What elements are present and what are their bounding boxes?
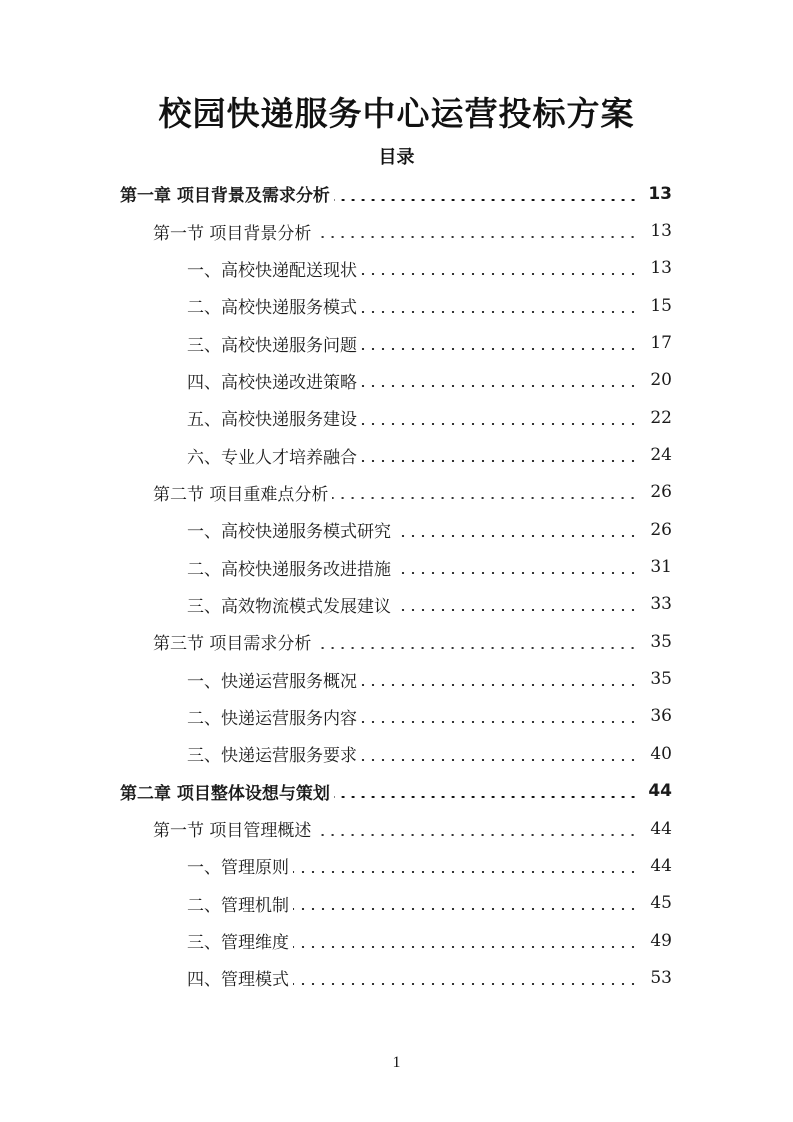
toc-entry-title: 三、管理维度 [187, 933, 289, 954]
toc-entry-page: 26 [650, 519, 672, 540]
toc-heading: 目录 [378, 147, 415, 168]
toc-dot-leader [361, 385, 638, 387]
toc-entry-title: 一、快递运营服务概况 [187, 671, 357, 692]
toc-entry-title: 四、管理模式 [187, 970, 289, 991]
toc-entry-page: 22 [650, 407, 672, 428]
toc-entry-title: 第一节 项目背景分析 [153, 223, 312, 244]
toc-entry[interactable] [0, 474, 793, 511]
toc-entry[interactable] [0, 623, 793, 660]
toc-entry-title: 第三节 项目需求分析 [153, 634, 312, 655]
toc-entry[interactable] [0, 959, 793, 996]
toc-entry[interactable] [0, 362, 793, 399]
toc-entry-page: 15 [650, 295, 672, 316]
toc-entry[interactable] [0, 847, 793, 884]
toc-entry-title: 第二章 项目整体设想与策划 [120, 783, 330, 804]
toc-entry-title: 一、高校快递配送现状 [187, 260, 357, 281]
toc-entry-title: 二、高校快递服务模式 [187, 298, 357, 319]
toc-entry-title: 一、高校快递服务模式研究 [187, 522, 391, 543]
toc-dot-leader [361, 311, 638, 313]
toc-entry-title: 一、管理原则 [187, 858, 289, 879]
toc-entry[interactable] [0, 773, 793, 810]
toc-dot-leader [361, 460, 638, 462]
toc-dot-leader [293, 983, 638, 985]
toc-dot-leader [315, 834, 638, 836]
toc-dot-leader [395, 572, 638, 574]
toc-entry-page: 53 [650, 967, 672, 988]
toc-entry-title: 六、专业人才培养融合 [187, 447, 357, 468]
toc-entry[interactable] [0, 287, 793, 324]
toc-dot-leader [361, 348, 638, 350]
toc-dot-leader [361, 684, 638, 686]
toc-dot-leader [334, 796, 638, 798]
toc-entry[interactable] [0, 511, 793, 548]
toc-entry-page: 17 [650, 333, 672, 354]
toc-entry[interactable] [0, 212, 793, 249]
toc-entry[interactable] [0, 436, 793, 473]
toc-entry-page: 36 [650, 706, 672, 727]
toc-entry[interactable] [0, 250, 793, 287]
toc-dot-leader [334, 199, 638, 201]
toc-entry-page: 13 [648, 183, 672, 204]
toc-entry[interactable] [0, 324, 793, 361]
toc-entry-title: 二、管理机制 [187, 895, 289, 916]
toc-dot-leader [395, 535, 638, 537]
toc-entry-title: 五、高校快递服务建设 [187, 410, 357, 431]
page-number: 1 [392, 1054, 401, 1071]
toc-entry-page: 45 [650, 893, 672, 914]
toc-dot-leader [361, 721, 638, 723]
toc-entry-page: 13 [650, 221, 672, 242]
toc-entry[interactable] [0, 586, 793, 623]
toc-entry-page: 33 [650, 594, 672, 615]
toc-entry-page: 44 [650, 855, 672, 876]
document-title: 校园快递服务中心运营投标方案 [158, 94, 635, 133]
toc-entry-title: 二、快递运营服务内容 [187, 708, 357, 729]
toc-entry-title: 四、高校快递改进策略 [187, 372, 357, 393]
toc-entry-page: 40 [650, 743, 672, 764]
toc-entry-page: 31 [650, 557, 672, 578]
toc-entry-title: 三、高效物流模式发展建议 [187, 596, 391, 617]
toc-entry-title: 三、高校快递服务问题 [187, 335, 357, 356]
toc-entry-title: 三、快递运营服务要求 [187, 746, 357, 767]
toc-entry[interactable] [0, 735, 793, 772]
toc-dot-leader [293, 871, 638, 873]
toc-entry-page: 44 [650, 818, 672, 839]
toc-entry[interactable] [0, 660, 793, 697]
toc-dot-leader [361, 273, 638, 275]
toc-dot-leader [315, 647, 638, 649]
toc-entry-page: 26 [650, 482, 672, 503]
toc-entry-title: 第二节 项目重难点分析 [153, 484, 329, 505]
toc-entry-title: 二、高校快递服务改进措施 [187, 559, 391, 580]
toc-entry-page: 24 [650, 445, 672, 466]
toc-dot-leader [293, 908, 638, 910]
toc-dot-leader [361, 423, 638, 425]
toc-entry[interactable] [0, 548, 793, 585]
toc-entry-title: 第一节 项目管理概述 [153, 821, 312, 842]
toc-entry-page: 44 [648, 781, 672, 802]
toc-entry[interactable] [0, 810, 793, 847]
toc-entry[interactable] [0, 922, 793, 959]
toc-entry-page: 20 [650, 370, 672, 391]
toc-entry-title: 第一章 项目背景及需求分析 [120, 186, 330, 207]
table-of-contents [0, 175, 793, 997]
toc-entry[interactable] [0, 399, 793, 436]
toc-dot-leader [395, 609, 638, 611]
toc-entry-page: 13 [650, 258, 672, 279]
toc-entry[interactable] [0, 885, 793, 922]
toc-entry-page: 49 [650, 930, 672, 951]
toc-dot-leader [293, 946, 638, 948]
toc-dot-leader [361, 759, 638, 761]
toc-entry-page: 35 [650, 669, 672, 690]
toc-dot-leader [332, 497, 638, 499]
toc-entry[interactable] [0, 698, 793, 735]
toc-entry[interactable] [0, 175, 793, 212]
toc-dot-leader [315, 236, 638, 238]
toc-entry-page: 35 [650, 631, 672, 652]
